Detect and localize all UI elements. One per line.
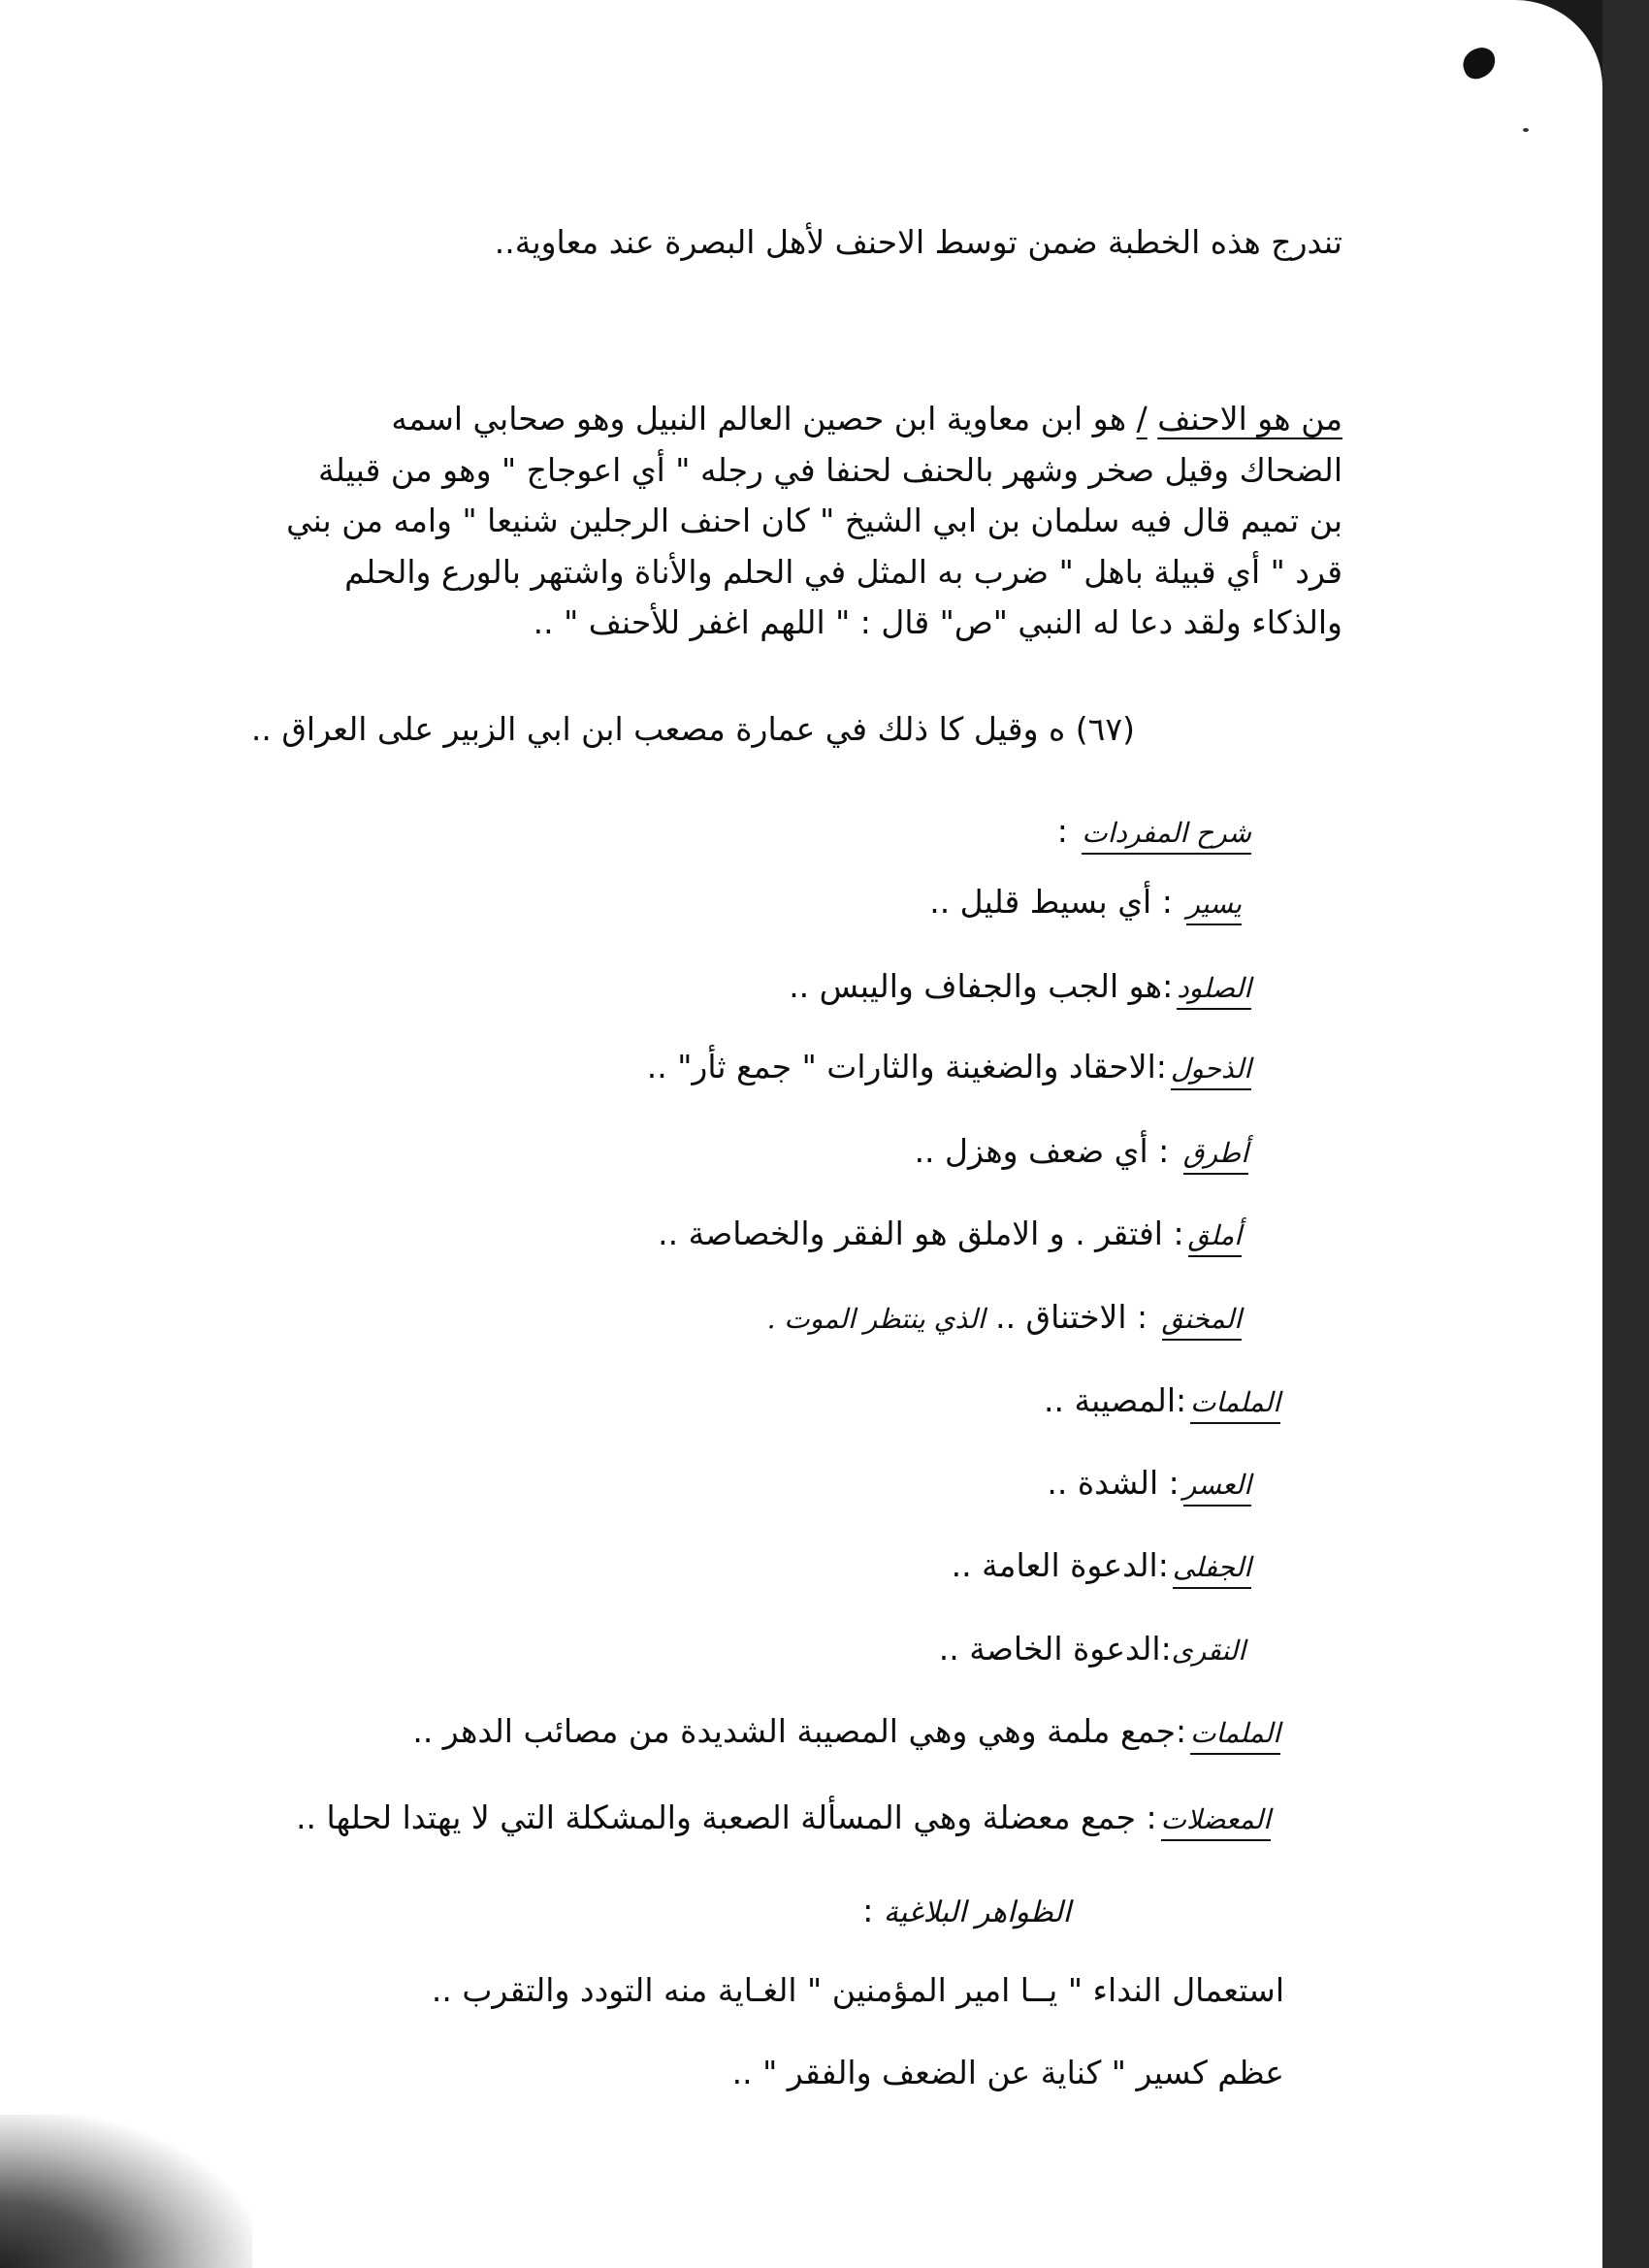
- vocab-term: الجفلى: [1173, 1551, 1251, 1589]
- bio-separator: /: [1136, 400, 1148, 437]
- vocab-def: الاختناق ..: [995, 1298, 1127, 1336]
- vocab-item: [658, 1213, 1242, 1257]
- vocab-item: [412, 1710, 1280, 1755]
- bio-label: من هو الاحنف: [1157, 400, 1342, 437]
- vocab-sep: :: [1162, 967, 1174, 1005]
- vocab-term: الذحول: [1171, 1053, 1251, 1090]
- vocab-sep: :: [1160, 1630, 1172, 1668]
- vocab-term: أملق: [1188, 1219, 1242, 1257]
- bio-line-4: قرد " أي قبيلة باهل " ضرب به المثل في الحلم والأناة واشتهر بالورع والحلم: [344, 552, 1342, 591]
- vocab-item: [1044, 1379, 1280, 1424]
- vocab-heading-text: شرح المفردات: [1082, 817, 1251, 855]
- vocab-sep: :: [1155, 1048, 1167, 1085]
- bio-line-2: الضحاك وقيل صخر وشهر بالحنف لحنفا في رجله " أي اعوجاج " وهو من قبيلة: [318, 450, 1342, 489]
- vocab-item: [915, 1130, 1248, 1175]
- vocab-handwritten-note: الذي ينتظر الموت .: [766, 1303, 986, 1335]
- vocab-sep: :: [1148, 1132, 1180, 1170]
- vocab-sep: :: [1176, 1712, 1187, 1750]
- vocab-def: هو الجب والجفاف واليبس ..: [789, 967, 1163, 1005]
- bio-line-1-text: هو ابن معاوية ابن حصين العالم النبيل وهو صحابي اسمه: [391, 400, 1127, 437]
- bio-paragraph: [227, 394, 1342, 649]
- vocab-sep: :: [1157, 1546, 1169, 1584]
- rhetoric-line: عظم كسير " كناية عن الضعف والفقر " ..: [731, 2054, 1284, 2091]
- ink-blot-mark: [1459, 44, 1500, 82]
- scan-corner-shadow: [0, 2115, 252, 2268]
- vocab-def: جمع معضلة وهي المسألة الصعبة والمشكلة التي لا يهتدا لحلها ..: [296, 1798, 1137, 1836]
- rhetoric-heading-colon: :: [862, 1892, 874, 1929]
- vocab-def: افتقر . و الاملق هو الفقر والخصاصة ..: [658, 1215, 1163, 1252]
- bio-line-3: بن تميم قال فيه سلمان بن ابي الشيخ " كان احنف الرجلين شنيعا " وامه من بني: [286, 502, 1342, 539]
- vocab-item: [939, 1628, 1245, 1672]
- vocab-def: الدعوة الخاصة ..: [938, 1630, 1161, 1668]
- death-note: (٦٧) ه وقيل كا ذلك في عمارة مصعب ابن ابي الزبير على العراق ..: [250, 710, 1135, 748]
- rhetoric-heading: [862, 1890, 1071, 1934]
- bio-line-5: والذكاء ولقد دعا له النبي "ص" قال : " اللهم اغفر للأحنف " ..: [533, 603, 1342, 641]
- rhetoric-heading-text: الظواهر البلاغية: [883, 1895, 1071, 1929]
- vocab-item: [929, 881, 1242, 925]
- vocab-sep: :: [1136, 1798, 1157, 1836]
- vocab-sep: :: [1158, 1464, 1180, 1502]
- vocab-term: الصلود: [1177, 972, 1251, 1010]
- vocab-sep: :: [1162, 1215, 1184, 1252]
- vocab-item: [647, 1046, 1251, 1090]
- vocab-term: المعضلات: [1161, 1803, 1271, 1841]
- vocab-term: الملمات: [1190, 1386, 1280, 1424]
- vocab-term: الملمات: [1190, 1717, 1280, 1755]
- vocab-item: [952, 1544, 1251, 1589]
- vocab-item: [1047, 1462, 1251, 1507]
- bio-line-1: [227, 394, 1342, 445]
- vocab-term: يسير: [1186, 888, 1242, 925]
- vocab-term: العسر: [1183, 1469, 1251, 1507]
- vocab-sep: :: [1176, 1381, 1187, 1419]
- vocab-def: الدعوة العامة ..: [951, 1546, 1158, 1584]
- vocab-item: [789, 965, 1251, 1010]
- vocab-sep: :: [1126, 1298, 1158, 1336]
- rhetoric-line: استعمال النداء " يــا امير المؤمنين " الغـاية منه التودد والتقرب ..: [431, 1971, 1284, 2009]
- vocab-term: أطرق: [1183, 1137, 1248, 1175]
- vocab-heading: [1057, 810, 1251, 855]
- vocab-def: جمع ملمة وهي وهي المصيبة الشديدة من مصائب الدهر ..: [412, 1712, 1177, 1750]
- vocab-item: [767, 1296, 1242, 1341]
- vocab-def: أي ضعف وهزل ..: [914, 1132, 1148, 1170]
- intro-line: تندرج هذه الخطبة ضمن توسط الاحنف لأهل البصرة عند معاوية..: [494, 223, 1342, 261]
- vocab-def: أي بسيط قليل ..: [929, 883, 1152, 921]
- vocab-term: المخنق: [1162, 1303, 1242, 1341]
- vocab-item: [296, 1797, 1271, 1841]
- vocab-def: المصيبة ..: [1044, 1381, 1177, 1419]
- scan-edge-shadow: [1602, 0, 1649, 2268]
- vocab-term: النقرى: [1171, 1635, 1245, 1667]
- vocab-heading-colon: :: [1056, 812, 1068, 850]
- vocab-sep: :: [1151, 883, 1183, 921]
- vocab-def: الشدة ..: [1047, 1464, 1159, 1502]
- ink-speck: [1523, 128, 1529, 132]
- vocab-def: الاحقاد والضغينة والثارات " جمع ثأر" ..: [646, 1048, 1156, 1085]
